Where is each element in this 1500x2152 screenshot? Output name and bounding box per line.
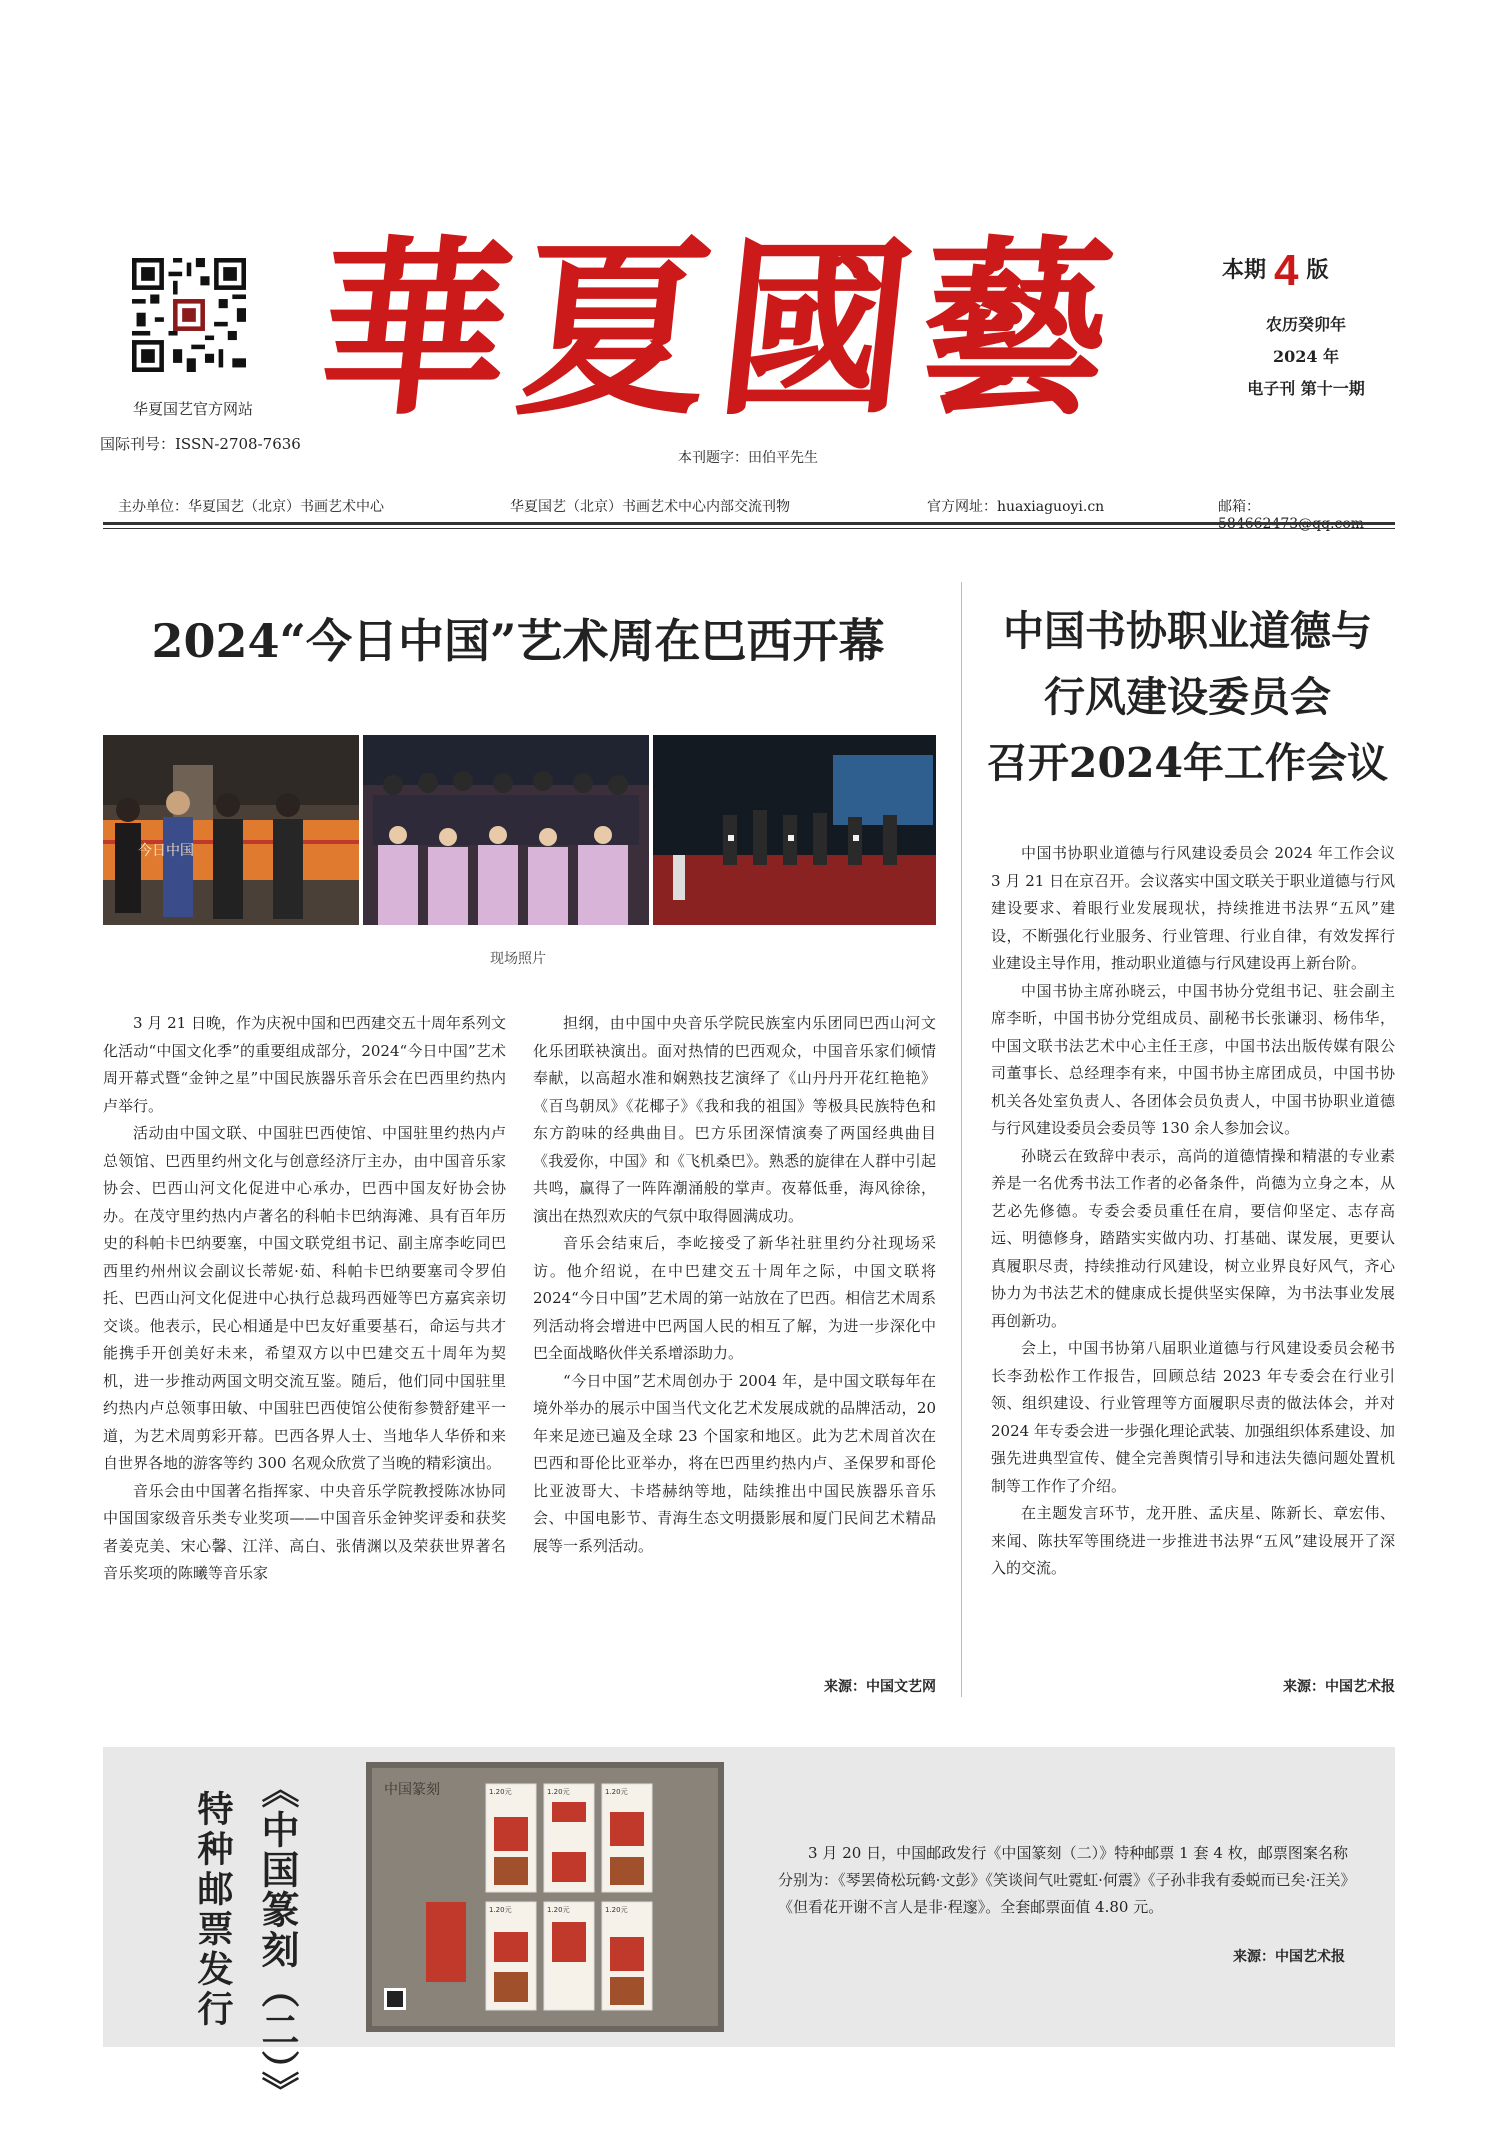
article1-headline: 2024“今日中国”艺术周在巴西开幕 xyxy=(151,614,885,668)
edition-block xyxy=(1222,246,1329,296)
article2-p3: 孙晓云在致辞中表示，高尚的道德情操和精湛的专业素养是一名优秀书法工作者的必备条件，尚德为立身之本，从艺必先修德。专委会委员重任在肩，要信仰坚定、志存高远、明德修身，踏踏实实做内功、打基础、谋发展，更要认真履职尽责，持续推动行风建设，树立业界良好风气，齐心协力为书法艺术的健康成长提供坚实保障，为书法事业发展再创新功。 xyxy=(991,1146,1395,1330)
masthead-title: 華夏國藝 xyxy=(308,218,1132,441)
photo-caption: 现场照片 xyxy=(490,951,546,967)
article2-source: 来源：中国艺术报 xyxy=(1283,1679,1395,1695)
stamp-denomination-1: 1.20元 xyxy=(489,1788,512,1796)
article2-body xyxy=(991,840,1395,1583)
info-bar xyxy=(103,490,1395,520)
header-rule-thin xyxy=(103,528,1395,529)
article2-headline-line-3: 召开2024年工作会议 xyxy=(986,739,1389,787)
article1-col1-p2: 活动由中国文联、中国驻巴西使馆、中国驻里约热内卢总领馆、巴西里约州文化与创意经济厅主办，由中国音乐家协会、巴西山河文化促进中心承办，巴西中国友好协会协办。在茂守里约热内卢著名的科帕卡巴纳海滩、具有百年历史的科帕卡巴纳要塞，中国文联党组书记、副主席李屹同巴西里约州州议会副议长蒂妮·茹、科帕卡巴纳要塞司令罗伯托、巴西山河文化促进中心执行总裁玛西娅等巴方嘉宾亲切交谈。他表示，民心相通是中巴友好重要基石，命运与共才能携手开创美好未来，希望双方以中巴建交五十周年为契机，进一步推动两国文明交流互鉴。随后，他们同中国驻里约热内卢总领事田敏、中国驻巴西使馆公使衔参赞舒建平一道，为艺术周剪彩开幕。巴西各界人士、当地华人华侨和来自世界各地的游客等约 300 名观众欣赏了当晚的精彩演出。 xyxy=(103,1124,506,1472)
website-link[interactable]: 官方网址：huaxiaguoyi.cn xyxy=(927,499,1105,515)
lunar-year: 农历癸卯年 xyxy=(1265,315,1346,334)
edition-suffix: 版 xyxy=(1306,257,1329,283)
stamp-denomination-3: 1.20元 xyxy=(605,1788,628,1796)
article1-col2-p2: 音乐会结束后，李屹接受了新华社驻里约分社现场采访。他介绍说，在中巴建交五十周年之际，中国文联将 2024“今日中国”艺术周的第一站放在了巴西。相信艺术周系列活动将会增进中巴两国人民的相互了解，为进一步深化中巴全面战略伙伴关系增添助力。 xyxy=(533,1234,936,1362)
publication-note: 华夏国艺（北京）书画艺术中心内部交流刊物 xyxy=(510,499,790,515)
issue-number: 电子刊 第十一期 xyxy=(1247,379,1365,398)
masthead xyxy=(308,180,1140,480)
stamp-denomination-5: 1.20元 xyxy=(547,1906,570,1914)
edition-prefix: 本期 xyxy=(1222,257,1267,283)
article1-col2-p1: 担纲，由中国中央音乐学院民族室内乐团同巴西山河文化乐团联袂演出。面对热情的巴西观众，中国音乐家们倾情奉献，以高超水准和娴熟技艺演绎了《山丹丹开花红艳艳》《百鸟朝凤》《花椰子》《我和我的祖国》等极具民族特色和东方韵味的经典曲目。巴方乐团深情演奏了两国经典曲目《我爱你，中国》和《飞机桑巴》。熟悉的旋律在人群中引起共鸣，赢得了一阵阵潮涌般的掌声。夜幕低垂，海风徐徐，演出在热烈欢庆的气氛中取得圆满成功。 xyxy=(533,1014,936,1225)
svg-text:今日中国: 今日中国 xyxy=(138,843,194,859)
sponsor: 主办单位：华夏国艺（北京）书画艺术中心 xyxy=(118,499,384,515)
article2-p5: 在主题发言环节，龙开胜、孟庆星、陈新长、章宏伟、来闻、陈扶军等围绕进一步推进书法界“五风”建设展开了深入的交流。 xyxy=(991,1504,1395,1577)
article1-column-1 xyxy=(103,1010,506,1588)
article3-title-main: 特种邮票发行 xyxy=(192,1790,234,2030)
article2-headline-line-1: 中国书协职业道德与 xyxy=(1003,607,1372,655)
article3-body xyxy=(778,1840,1348,1921)
edition-number: 4 xyxy=(1274,246,1299,295)
article1-col1-p1: 3 月 21 日晚，作为庆祝中国和巴西建交五十周年系列文化活动“中国文化季”的重要组成部分，2024“今日中国”艺术周开幕式暨“金钟之星”中国民族器乐音乐会在巴西里约热内卢举行。 xyxy=(103,1014,506,1115)
article2-p2: 中国书协主席孙晓云，中国书协分党组书记、驻会副主席李昕，中国书协分党组成员、副秘书长张谦羽、杨伟华，中国文联书法艺术中心主任王彦，中国书法出版传媒有限公司董事长、总经理李有来，中国书协主席团成员，中国书协机关各处室负责人、各团体会员负责人，中国书协职业道德与行风建设委员会委员等 130 余人参加会议。 xyxy=(991,981,1395,1137)
article3-paragraph: 3 月 20 日，中国邮政发行《中国篆刻（二）》特种邮票 1 套 4 枚，邮票图案名称分别为：《琴罢倚松玩鹤·文彭》《笑谈间气吐霓虹·何震》《子孙非我有委蜕而已矣·汪关》《但看花开谢不言人是非·程邃》。全套邮票面值 4.80 元。 xyxy=(778,1844,1348,1916)
stamp-denomination-6: 1.20元 xyxy=(605,1906,628,1914)
photo-orchestra-concert[interactable] xyxy=(653,735,936,925)
issn-number: 国际刊号：ISSN-2708-7636 xyxy=(100,435,301,453)
sheet-label: 中国篆刻 xyxy=(384,1782,440,1798)
article3-source: 来源：中国艺术报 xyxy=(1233,1949,1345,1965)
header-rule xyxy=(103,522,1395,525)
stamp-sheet-image[interactable] xyxy=(366,1762,724,2032)
article2-headline xyxy=(975,598,1400,796)
article3-title-stamp-name: 《中国篆刻（二）》 xyxy=(255,1770,300,2111)
official-site-label: 华夏国艺官方网站 xyxy=(132,400,253,418)
article1-column-2 xyxy=(533,1010,936,1560)
article1-col1-p3: 音乐会由中国著名指挥家、中央音乐学院教授陈冰协同中国国家级音乐类专业奖项——中国音乐金钟奖评委和获奖者姜克美、宋心馨、江洋、高白、张倩渊以及荣获世界著名音乐奖项的陈曦等音乐家 xyxy=(103,1481,506,1582)
article2-p4: 会上，中国书协第八届职业道德与行风建设委员会秘书长李劲松作工作报告，回顾总结 2023 年专委会在行业引领、组织建设、行业管理等方面履职尽责的做法体会，并对 2024 年专委会进一步强化理论武装、加强组织体系建设、加强先进典型宣传、健全完善舆情引导和违法失德问题处置机制等工作作了介绍。 xyxy=(991,1339,1395,1495)
article1-source: 来源：中国文艺网 xyxy=(824,1679,936,1695)
article2-headline-line-2: 行风建设委员会 xyxy=(1044,673,1331,721)
stamp-denomination-2: 1.20元 xyxy=(547,1788,570,1796)
title-inscription: 本刊题字：田伯平先生 xyxy=(678,450,818,466)
photo-performers-group[interactable] xyxy=(363,735,649,925)
column-divider xyxy=(961,582,962,1697)
email-link[interactable]: 邮箱： xyxy=(1218,499,1260,515)
qr-code[interactable] xyxy=(132,258,246,372)
year: 2024 年 xyxy=(1272,347,1340,366)
stamp-denomination-4: 1.20元 xyxy=(489,1906,512,1914)
article1-col2-p3: “今日中国”艺术周创办于 2004 年，是中国文联每年在境外举办的展示中国当代文化艺术发展成就的品牌活动，20 年来足迹已遍及全球 23 个国家和地区。此为艺术周首次在巴西和哥伦比亚举办，将在巴西里约热内卢、圣保罗和哥伦比亚波哥大、卡塔赫纳等地，陆续推出中国民族器乐音乐会、中国电影节、青海生态文明摄影展和厦门民间艺术精品展等一系列活动。 xyxy=(533,1371,936,1555)
article2-p1: 中国书协职业道德与行风建设委员会 2024 年工作会议 3 月 21 日在京召开。会议落实中国文联关于职业道德与行风建设要求、着眼行业发展现状，持续推进书法界“五风”建设，不断强化行业服务、行业管理、行业自律，有效发挥行业建设主导作用，推动职业道德与行风建设再上新台阶。 xyxy=(991,844,1395,972)
photo-ribbon-cutting[interactable] xyxy=(103,735,359,925)
